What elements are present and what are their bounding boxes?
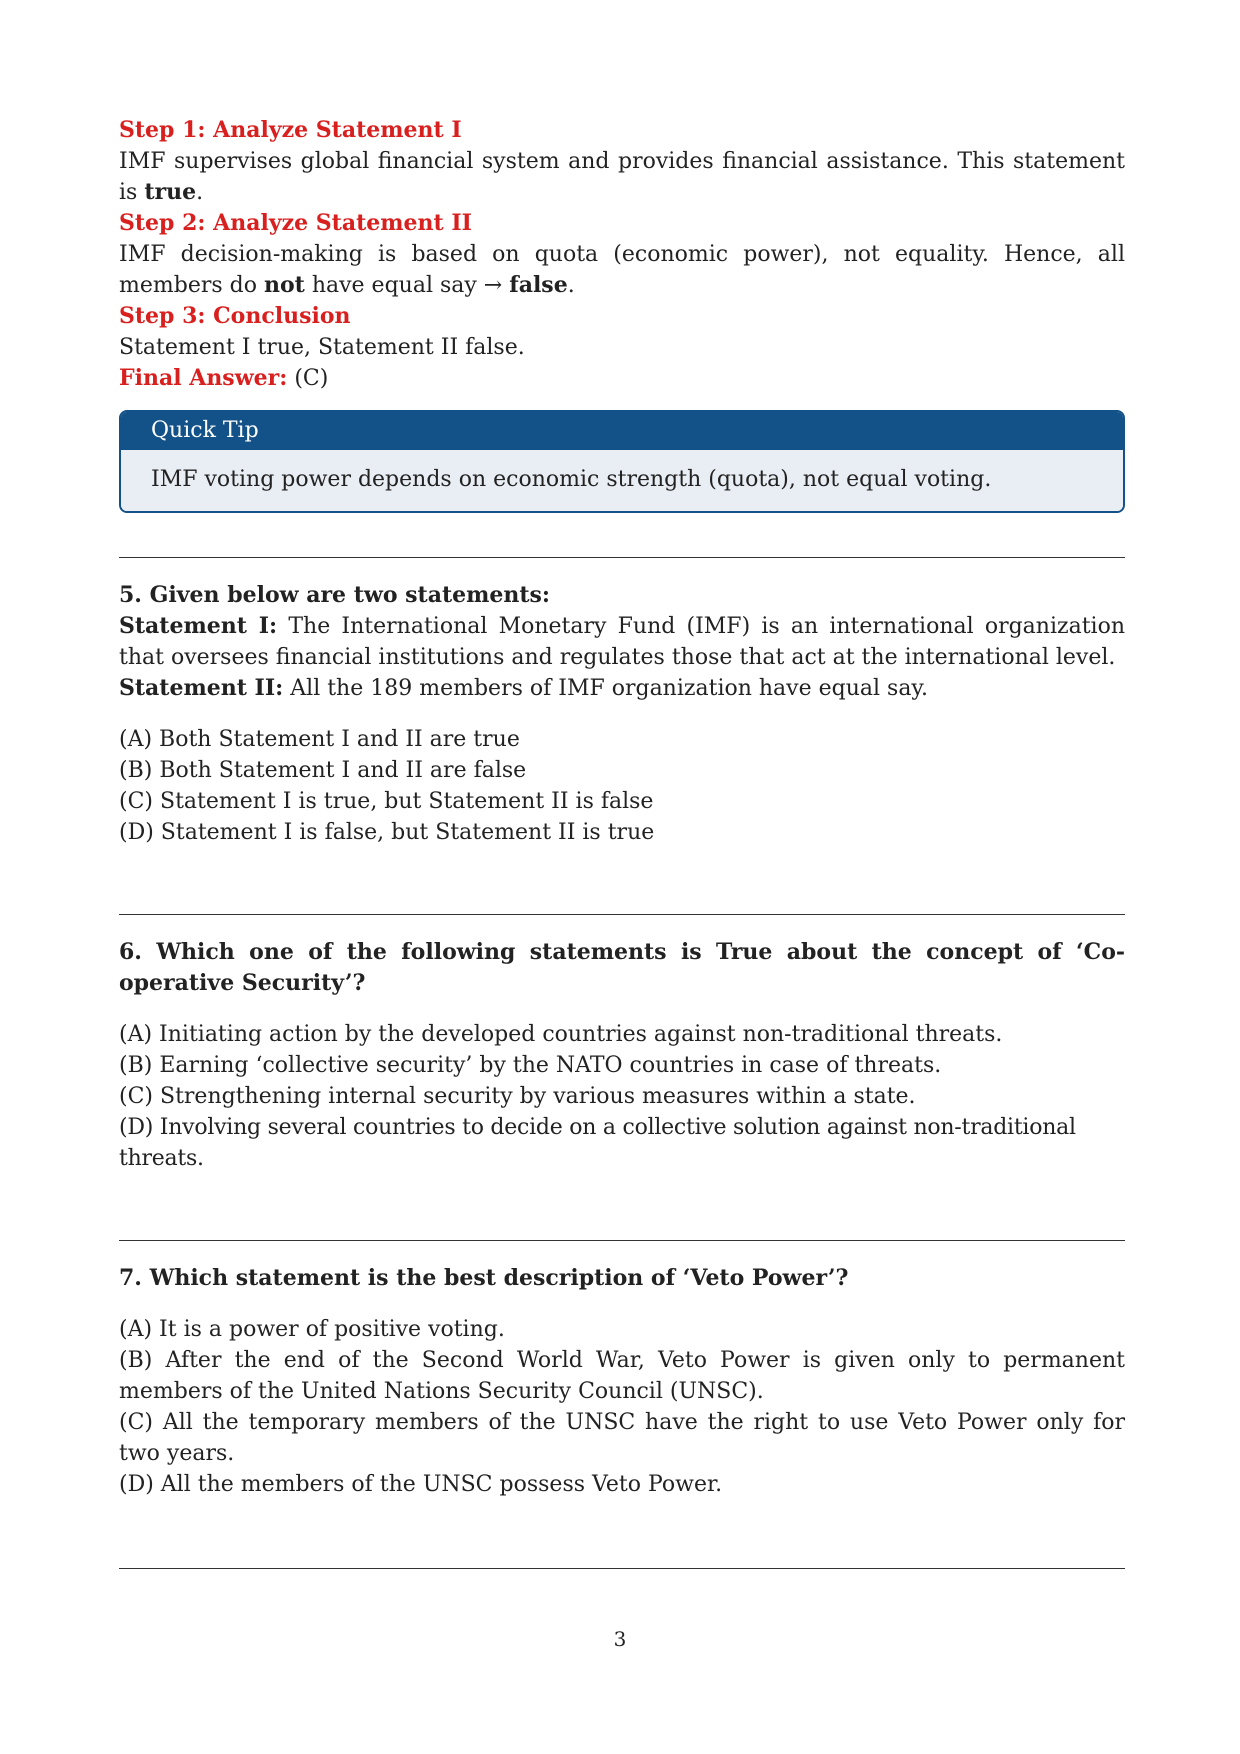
question-6 xyxy=(119,937,1125,1174)
option-c: (C) Statement I is true, but Statement II is false xyxy=(119,789,654,814)
question-7 xyxy=(119,1263,1125,1500)
option-a: (A) Initiating action by the developed countries against non-traditional threats. xyxy=(119,1022,1003,1047)
quick-tip-text: IMF voting power depends on economic strength (quota), not equal voting. xyxy=(121,450,1123,511)
options-list xyxy=(119,1019,1125,1174)
option-d: (D) All the members of the UNSC possess Veto Power. xyxy=(119,1472,723,1497)
options-list xyxy=(119,724,1125,848)
divider xyxy=(119,1240,1125,1241)
step1-heading: Step 1: Analyze Statement I xyxy=(119,117,462,143)
statement-1: Statement I: The International Monetary Fund (IMF) is an international organization that oversees financial institutions and regulates those that act at the international level. xyxy=(119,613,1126,670)
final-answer: Final Answer: (C) xyxy=(119,365,329,391)
question-5 xyxy=(119,580,1125,848)
option-c: (C) All the temporary members of the UNSC have the right to use Veto Power only for two years. xyxy=(119,1410,1125,1466)
step2-heading: Step 2: Analyze Statement II xyxy=(119,210,472,236)
option-b: (B) Earning ‘collective security’ by the NATO countries in case of threats. xyxy=(119,1053,942,1078)
option-a: (A) Both Statement I and II are true xyxy=(119,727,520,752)
question-title: 5. Given below are two statements: xyxy=(119,582,551,608)
option-b: (B) Both Statement I and II are false xyxy=(119,758,527,783)
option-d: (D) Involving several countries to decide on a collective solution against non-traditional threats. xyxy=(119,1115,1076,1171)
divider xyxy=(119,1568,1125,1569)
option-c: (C) Strengthening internal security by various measures within a state. xyxy=(119,1084,916,1109)
page-content xyxy=(119,115,1125,1569)
divider xyxy=(119,914,1125,915)
option-b: (B) After the end of the Second World War, Veto Power is given only to permanent members of the United Nations Security Council (UNSC). xyxy=(119,1348,1125,1404)
quick-tip-box xyxy=(119,410,1125,513)
option-d: (D) Statement I is false, but Statement II is true xyxy=(119,820,655,845)
option-a: (A) It is a power of positive voting. xyxy=(119,1317,505,1342)
question-title: 6. Which one of the following statements is True about the concept of ‘Co-operative Security’? xyxy=(119,939,1125,996)
step2-text: IMF decision-making is based on quota (economic power), not equality. Hence, all members do not have equal say → false. xyxy=(119,242,1125,298)
step3-heading: Step 3: Conclusion xyxy=(119,303,351,329)
divider xyxy=(119,557,1125,558)
page-number: 3 xyxy=(613,1627,627,1651)
step1-text: IMF supervises global financial system and provides financial assistance. This statement is true. xyxy=(119,149,1125,205)
question-title: 7. Which statement is the best description of ‘Veto Power’? xyxy=(119,1265,849,1291)
step3-text: Statement I true, Statement II false. xyxy=(119,335,525,360)
quick-tip-title: Quick Tip xyxy=(121,412,1123,450)
statement-2: Statement II: All the 189 members of IMF organization have equal say. xyxy=(119,675,928,701)
options-list xyxy=(119,1314,1125,1500)
